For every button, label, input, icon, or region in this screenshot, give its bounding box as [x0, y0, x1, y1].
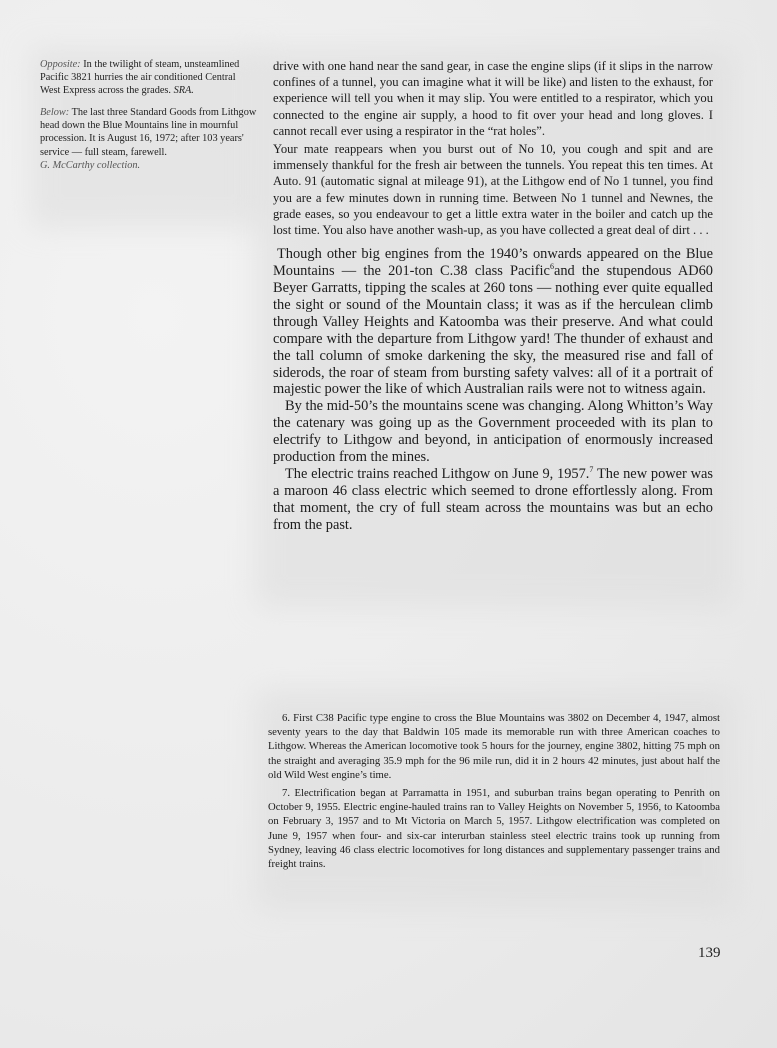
- p3-text-end: The new power was a maroon 46 class electric which seemed to drone effortlessly along. From that moment, the cry of full steam across the mountains was but an echo from the past.: [273, 466, 714, 533]
- quoted-account: [273, 58, 713, 238]
- footnote-6: 6. First C38 Pacific type engine to cross the Blue Mountains was 3802 on December 4, 1947, almost seventy years to the day that Baldwin 105 made its memorable run with three American coaches to Lithgow. Whereas the American locomotive took 5 hours for the journey, engine 3802, hitting 75 mph on the straight and averaging 35.9 mph for the 96 mile run, did it in 2 hours 42 minutes, just about half the old Wild West engine’s time.: [268, 712, 720, 781]
- quote-paragraph-2: Your mate reappears when you burst out of No 10, you cough and spit and are immensely thankful for the fresh air between the tunnels. You repeat this ten times. At Auto. 91 (automatic signal at mileage 91), at the Lithgow end of No 1 tunnel, you find you are a few minutes down in running time. Between No 1 tunnel and Newnes, the grade eases, so you endeavour to get a little extra water in the boiler and catch up the lost time. You also have another wash-up, as you have collected a great deal of dirt . . .: [273, 142, 713, 238]
- caption-opposite-source: SRA.: [173, 85, 194, 97]
- footnote-ref-7: 7: [589, 465, 594, 475]
- quote-paragraph-1: drive with one hand near the sand gear, in case the engine slips (if it slips in the narrow confines of a tunnel, you can imagine what it will be like) and listen to the exhaust, for experience will tell you when it may slip. You were entitled to a respirator, which you connected to the engine air supply, a hood to fit over your head and long gloves. I cannot recall ever using a respirator in the “rat holes”.: [273, 59, 713, 138]
- caption-opposite-label: Opposite:: [40, 59, 81, 70]
- caption-opposite: [40, 58, 258, 97]
- caption-opposite-text: In the twilight of steam, unsteamlined Pacific 3821 hurries the air conditioned Central West Express across the grades.: [40, 59, 240, 97]
- caption-below-text: The last three Standard Goods from Lithgow head down the Blue Mountains line in mournful procession. It is August 16, 1972; after 103 years' service — full steam, farewell.: [40, 107, 257, 158]
- caption-below-credit: G. McCarthy collection.: [40, 159, 141, 171]
- narrative-paragraph-1: [273, 246, 713, 398]
- footnotes: [268, 711, 720, 875]
- p1-text-start: Though other big engines from the 1940’s onwards appeared on the Blue Mountains — the 201-ton C.38 class Pacific: [273, 246, 713, 280]
- narrative-paragraph-3: [273, 466, 713, 534]
- page-number: 139: [698, 945, 721, 961]
- footnote-7: 7. Electrification began at Parramatta in 1951, and suburban trains began operating to Penrith on October 9, 1955. Electric engine-hauled trains ran to Valley Heights on November 5, 1956, to Katoomba on February 3, 1957 and to Mt Victoria on March 5, 1957. Lithgow electrification was completed on June 9, 1957 when four- and six-car interurban stainless steel electric trains took up running from Sydney, leaving 46 class electric locomotives for long distances and supplementary passenger trains and freight trains.: [268, 787, 720, 871]
- p3-text-start: The electric trains reached Lithgow on June 9, 1957.: [285, 466, 590, 483]
- main-text-column: [273, 58, 713, 534]
- caption-below-label: Below:: [40, 107, 70, 119]
- footnote-ref-6: 6: [549, 262, 554, 272]
- narrative: [273, 246, 713, 533]
- narrative-paragraph-2: By the mid-50’s the mountains scene was changing. Along Whitton’s Way the catenary was going up as the Government proceeded with its plan to electrify to Lithgow and beyond, in anticipation of enormously increased production from the mines.: [273, 398, 713, 466]
- p1-text-end: and the stupendous AD60 Beyer Garratts, tipping the scales at 260 tons — nothing ever quite equalled the sight or sound of the Mountain class; it was as if the herculean climb through Valley Heights and Katoomba was their preserve. And what could compare with the departure from Lithgow yard! The thunder of exhaust and the tall column of smoke darkening the sky, the measured rise and fall of siderods, the roar of steam from bursting safety valves: all of it a portrait of majestic power the like of which Australian rails were not to witness again.: [273, 263, 713, 398]
- caption-below: [40, 106, 258, 171]
- photo-captions: [40, 58, 258, 181]
